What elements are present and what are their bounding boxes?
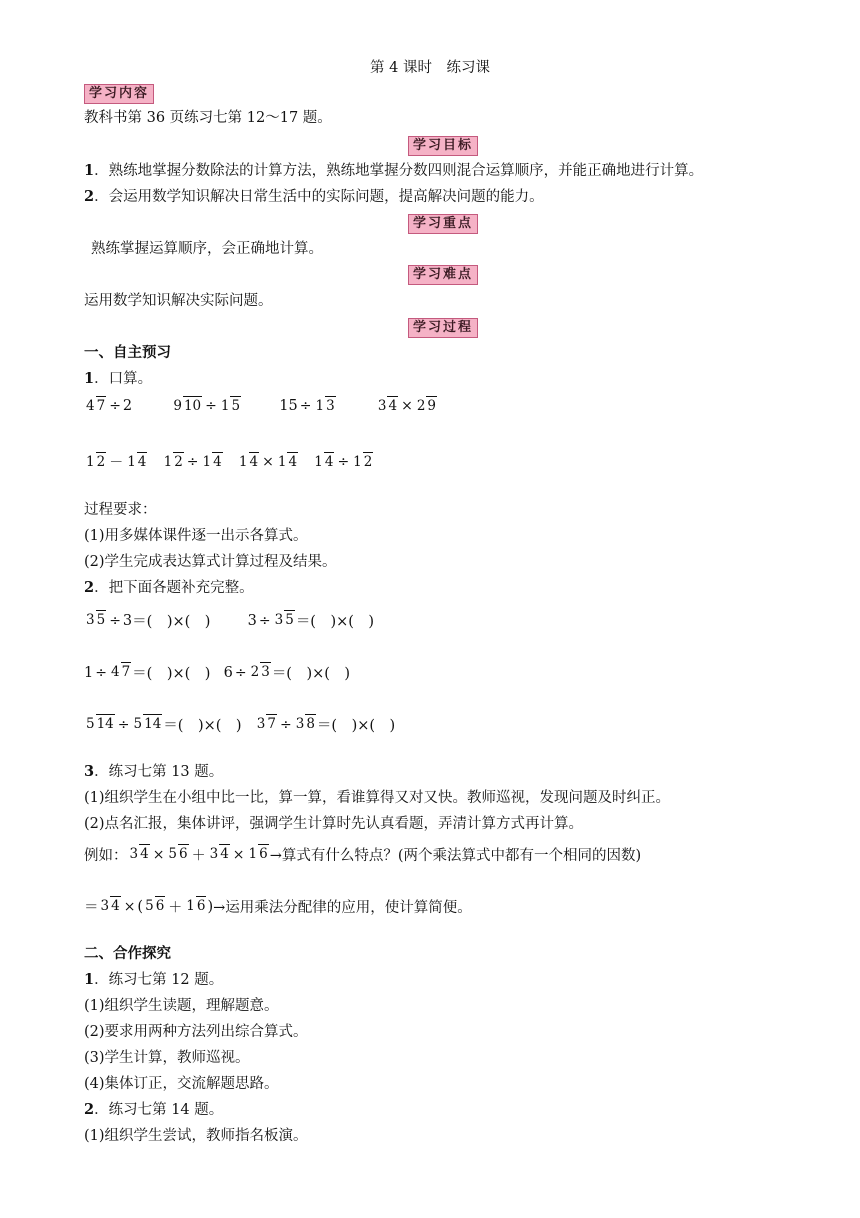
blank-answer: ＝( )×( ) (132, 614, 211, 630)
badge-key-points: 学习重点 (408, 214, 478, 234)
numerator: 1 (202, 453, 212, 470)
numerator: 1 (277, 453, 287, 470)
fraction (100, 899, 121, 914)
key-points-text: 熟练掌握运算顺序，会正确地计算。 (91, 241, 323, 257)
operator: ÷ (299, 398, 312, 414)
numerator: 1 (220, 397, 230, 414)
fill-row-1 (84, 610, 374, 631)
s1-q1-num: 1 (84, 370, 95, 387)
example-label: 例如： (84, 848, 128, 864)
denominator: 14 (96, 716, 114, 732)
fraction (85, 613, 106, 628)
numerator: 3 (100, 898, 110, 914)
numerator: 1 (127, 453, 136, 470)
denominator: 4 (249, 453, 259, 470)
numerator: 5 (133, 716, 143, 732)
page-title: 第 4 课时 练习课 (370, 60, 490, 76)
operator: ÷ (186, 454, 199, 470)
denominator: 4 (140, 846, 149, 862)
s2-q2-step-1: (1)组织学生尝试，教师指名板演。 (84, 1128, 308, 1144)
fraction (250, 665, 271, 680)
s2-q1-num: 1 (84, 971, 95, 988)
operator: ÷ (337, 454, 350, 470)
goal-2-text: ．会运用数学知识解决日常生活中的实际问题，提高解决问题的能力。 (94, 189, 544, 205)
operand: 3 (247, 612, 257, 629)
example-line-2 (84, 896, 472, 917)
denominator: 5 (96, 612, 106, 628)
example-comment-1: →算式有什么特点？(两个乘法算式中都有一个相同的因数) (269, 848, 642, 864)
s1-q3-step-1: (1)组织学生在小组中比一比，算一算，看谁算得又对又快。教师巡视，发现问题及时纠正。 (84, 790, 671, 806)
fraction (277, 455, 298, 470)
process-requirement-label: 过程要求： (84, 502, 157, 518)
fill-row-3 (84, 714, 395, 735)
badge-learning-goals: 学习目标 (408, 136, 478, 156)
operator: ÷ (205, 398, 217, 414)
denominator: 7 (96, 397, 106, 414)
blank-answer: ＝( )×( ) (163, 718, 242, 734)
denominator: 6 (196, 898, 206, 914)
equals-sign: ＝ (84, 900, 99, 916)
paren: ) (207, 898, 214, 915)
denominator: 6 (155, 898, 165, 914)
example-comment-2: →运用乘法分配律的应用，使计算简便。 (213, 900, 472, 916)
numerator: 2 (250, 664, 260, 680)
s2-q2-text: ．练习七第 14 题。 (94, 1102, 224, 1118)
denominator: 4 (137, 453, 147, 470)
operator: ÷ (234, 664, 247, 681)
fraction (377, 399, 398, 414)
operator: ÷ (258, 612, 271, 629)
denominator: 4 (324, 453, 334, 470)
denominator: 7 (121, 664, 131, 680)
operator: － (109, 455, 124, 471)
fraction (172, 399, 202, 414)
requirement-1: (1)用多媒体课件逐一出示各算式。 (84, 528, 308, 544)
operator: ＋ (168, 899, 183, 916)
content-text: 教科书第 36 页练习七第 12～17 题。 (84, 110, 332, 126)
numerator: 3 (209, 846, 219, 862)
numerator: 5 (168, 846, 178, 862)
s2-q1-step-1: (1)组织学生读题，理解题意。 (84, 998, 279, 1014)
denominator: 8 (306, 716, 315, 732)
denominator: 5 (231, 397, 241, 414)
fraction (85, 399, 106, 414)
s2-q2-num: 2 (84, 1101, 95, 1118)
denominator: 14 (144, 716, 162, 732)
operand: 3 (122, 612, 133, 629)
fraction (314, 399, 335, 414)
s1-q3 (84, 762, 223, 782)
fill-row-2 (84, 662, 350, 683)
section-1-title: 一、自主预习 (84, 344, 171, 361)
operator: ÷ (95, 664, 107, 681)
fraction (126, 455, 147, 470)
example-line-1 (84, 844, 641, 865)
fraction (313, 455, 334, 470)
numerator: 2 (416, 397, 426, 414)
section-2-title: 二、合作探究 (84, 945, 171, 962)
s1-q3-step-2: (2)点名汇报，集体讲评，强调学生计算时先认真看题，弄清计算方式再计算。 (84, 816, 584, 832)
s2-q1-text: ．练习七第 12 题。 (94, 972, 224, 988)
s1-q2-num: 2 (84, 579, 95, 596)
s1-q3-num: 3 (84, 763, 95, 780)
fraction (144, 899, 165, 914)
denominator: 4 (388, 397, 398, 414)
s1-q2-text: ．把下面各题补充完整。 (94, 580, 254, 596)
operand: 6 (223, 664, 233, 681)
operator: × (152, 846, 165, 863)
numerator: 1 (86, 453, 95, 470)
operator: × (123, 898, 136, 915)
numerator: 4 (86, 397, 95, 414)
difficulties-text: 运用数学知识解决实际问题。 (84, 293, 273, 309)
denominator: 2 (363, 453, 373, 470)
denominator: 4 (220, 846, 229, 862)
fraction (85, 455, 106, 470)
denominator: 3 (261, 664, 270, 680)
denominator: 3 (326, 397, 335, 414)
s1-q1 (84, 369, 152, 389)
numerator: 3 (129, 846, 139, 862)
fraction (133, 717, 163, 732)
numerator: 1 (238, 453, 248, 470)
denominator: 5 (285, 612, 294, 628)
requirement-2: (2)学生完成表达算式计算过程及结果。 (84, 554, 337, 570)
numerator: 4 (110, 664, 120, 680)
paren: ( (137, 898, 144, 915)
s2-q1-step-2: (2)要求用两种方法列出综合算式。 (84, 1024, 308, 1040)
denominator: 9 (427, 397, 436, 414)
numerator: 5 (86, 716, 95, 732)
oral-calc-row-1 (84, 398, 438, 414)
fraction (110, 665, 131, 680)
goal-1-text: ．熟练地掌握分数除法的计算方法，熟练地掌握分数四则混合运算顺序，并能正确地进行计算。 (94, 163, 704, 179)
badge-learning-content: 学习内容 (84, 84, 154, 104)
operator: ÷ (117, 716, 130, 733)
fraction (352, 455, 373, 470)
numerator: 5 (145, 898, 154, 914)
badge-learning-process: 学习过程 (408, 318, 478, 338)
s1-q1-text: ．口算。 (94, 371, 153, 387)
oral-calc-row-2 (84, 452, 374, 472)
numerator: 9 (173, 397, 182, 414)
s2-q1 (84, 970, 223, 990)
numerator: 3 (377, 397, 387, 414)
fraction (163, 455, 184, 470)
s1-q2 (84, 578, 254, 598)
fraction (209, 847, 230, 862)
denominator: 4 (111, 898, 120, 914)
numerator: 3 (274, 612, 284, 628)
numerator: 3 (86, 612, 95, 628)
operator: ＋ (191, 847, 206, 864)
blank-answer: ＝( )×( ) (316, 718, 396, 734)
goal-2 (84, 187, 544, 207)
s2-q1-step-3: (3)学生计算，教师巡视。 (84, 1050, 250, 1066)
operand: 2 (122, 398, 133, 414)
operator: × (232, 846, 245, 863)
operand: 1 (84, 664, 94, 681)
numerator: 3 (295, 716, 305, 732)
fraction (256, 717, 277, 732)
badge-difficulties: 学习难点 (408, 265, 478, 285)
fraction (248, 847, 269, 862)
numerator: 1 (186, 898, 195, 914)
operator: ÷ (279, 716, 292, 733)
operator: × (401, 398, 413, 414)
s2-q1-step-4: (4)集体订正，交流解题思路。 (84, 1076, 279, 1092)
s1-q3-text: ．练习七第 13 题。 (94, 764, 224, 780)
fraction (185, 899, 206, 914)
numerator: 1 (163, 453, 173, 470)
fraction (220, 399, 241, 414)
s2-q2 (84, 1100, 223, 1120)
goal-1-num: 1 (84, 162, 95, 179)
fraction (238, 455, 259, 470)
numerator: 1 (353, 453, 362, 470)
denominator: 2 (96, 453, 106, 470)
fraction (167, 847, 188, 862)
blank-answer: ＝( )×( ) (295, 614, 375, 630)
fraction (202, 455, 223, 470)
numerator: 1 (314, 453, 323, 470)
fraction (295, 717, 316, 732)
numerator: 3 (256, 716, 266, 732)
fraction (85, 717, 115, 732)
operator: ÷ (109, 398, 121, 414)
goal-2-num: 2 (84, 188, 95, 205)
fraction (129, 847, 150, 862)
denominator: 7 (267, 716, 276, 732)
denominator: 6 (259, 846, 268, 862)
denominator: 4 (213, 453, 222, 470)
fraction (416, 399, 437, 414)
operand: 15 (279, 398, 298, 414)
blank-answer: ＝( )×( ) (271, 666, 351, 682)
denominator: 6 (179, 846, 188, 862)
operator: ÷ (109, 612, 121, 629)
numerator: 1 (315, 397, 325, 414)
blank-answer: ＝( )×( ) (132, 666, 211, 682)
goal-1 (84, 161, 703, 181)
denominator: 2 (174, 453, 183, 470)
denominator: 10 (183, 397, 202, 414)
fraction (274, 613, 295, 628)
numerator: 1 (248, 846, 258, 862)
denominator: 4 (288, 453, 298, 470)
operator: × (262, 454, 274, 470)
